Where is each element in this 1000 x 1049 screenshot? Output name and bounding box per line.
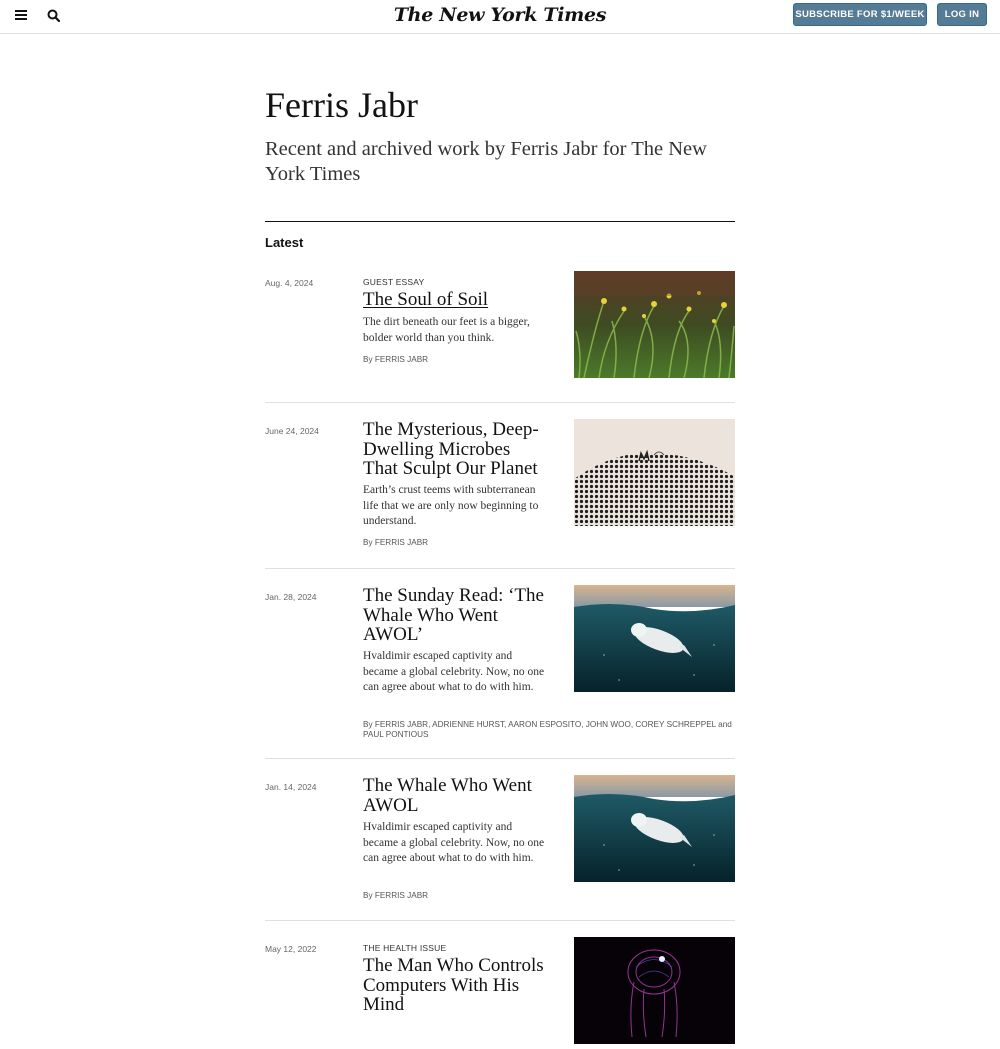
top-bar	[0, 0, 1000, 34]
article-thumbnail[interactable]	[574, 271, 735, 378]
article-byline: By FERRIS JABR, ADRIENNE HURST, AARON ESPOSITO, JOHN WOO, COREY SCHREPPEL and PAUL PONTIOUS	[363, 720, 732, 739]
section-label-latest: Latest	[265, 235, 304, 250]
author-name: Ferris Jabr	[265, 85, 418, 125]
article-item	[265, 937, 735, 1015]
article-item	[265, 419, 735, 559]
login-button[interactable]: LOG IN	[937, 3, 987, 26]
article-divider	[265, 568, 735, 569]
author-link[interactable]: FERRIS JABR	[374, 891, 429, 900]
article-headline[interactable]: The Mysterious, Deep-Dwelling Microbes That Sculpt Our Planet	[363, 419, 539, 479]
article-headline[interactable]: The Whale Who Went AWOL	[363, 775, 532, 816]
article-kicker: THE HEALTH ISSUE	[363, 943, 447, 953]
article-divider	[265, 758, 735, 759]
article-kicker: GUEST ESSAY	[363, 277, 425, 287]
section-divider	[265, 221, 735, 222]
article-date: Jan. 14, 2024	[265, 782, 317, 792]
article-divider	[265, 920, 735, 921]
article-date: May 12, 2022	[265, 944, 317, 954]
article-thumbnail[interactable]	[574, 585, 735, 692]
author-description: Recent and archived work by Ferris Jabr for The New York Times	[265, 138, 707, 185]
article-item	[265, 585, 735, 745]
article-byline: By FERRIS JABR	[363, 355, 429, 364]
article-thumbnail[interactable]	[574, 937, 735, 1044]
article-headline[interactable]: The Man Who Controls Computers With His Mind	[363, 955, 544, 1015]
article-thumbnail[interactable]	[574, 775, 735, 882]
article-item	[265, 271, 735, 391]
nyt-logo[interactable]: The New York Times	[393, 4, 607, 26]
article-byline: By FERRIS JABR	[363, 891, 429, 900]
article-headline[interactable]: The Sunday Read: ‘The Whale Who Went AWOL’	[363, 585, 544, 645]
article-thumbnail[interactable]	[574, 419, 735, 526]
article-summary: Hvaldimir escaped captivity and became a global celebrity. Now, no one can agree about what to do with him.	[363, 821, 545, 864]
article-item	[265, 776, 735, 906]
article-summary: Earth’s crust teems with subterranean life that we are only now beginning to understand.	[363, 484, 539, 527]
article-byline: By FERRIS JABR	[363, 538, 429, 547]
article-date: Jan. 28, 2024	[265, 592, 317, 602]
article-summary: The dirt beneath our feet is a bigger, bolder world than you think.	[363, 316, 530, 344]
author-link[interactable]: FERRIS JABR	[374, 538, 429, 547]
article-date: Aug. 4, 2024	[265, 278, 314, 288]
subscribe-button[interactable]: SUBSCRIBE FOR $1/WEEK	[793, 3, 927, 26]
article-summary: Hvaldimir escaped captivity and became a global celebrity. Now, no one can agree about what to do with him.	[363, 650, 545, 693]
article-headline[interactable]: The Soul of Soil	[363, 289, 489, 310]
article-date: June 24, 2024	[265, 426, 319, 436]
author-link[interactable]: FERRIS JABR	[374, 355, 429, 364]
article-divider	[265, 402, 735, 403]
author-link[interactable]: FERRIS JABR, ADRIENNE HURST, AARON ESPOSITO, JOHN WOO, COREY SCHREPPEL and PAUL PONTIOUS	[363, 720, 732, 739]
